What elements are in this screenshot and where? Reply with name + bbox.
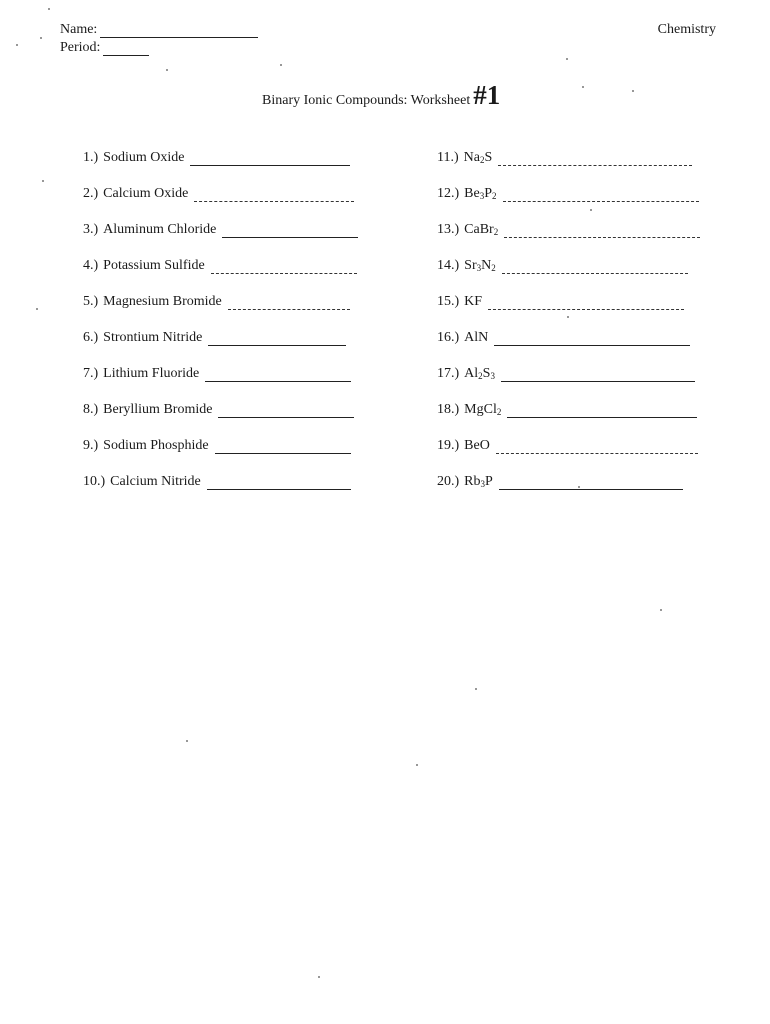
compound-name: Beryllium Bromide: [103, 402, 213, 417]
formula-subscript: 3: [479, 191, 485, 201]
question-number: 15.): [437, 294, 460, 309]
scan-speck: [660, 609, 662, 611]
question-item: [83, 166, 358, 202]
compound-name: Aluminum Chloride: [103, 222, 217, 237]
compound-name: Sodium Phosphide: [103, 438, 209, 453]
formula-subscript: 2: [478, 371, 483, 381]
compound-name: Strontium Nitride: [103, 330, 203, 345]
scan-speck: [166, 69, 168, 71]
question-item: [83, 274, 358, 310]
title-text: Binary Ionic Compounds: Worksheet: [262, 93, 471, 108]
formula-subscript: 2: [493, 227, 499, 237]
question-item: [83, 238, 358, 274]
question-item: [83, 382, 358, 418]
formula-symbol: AlN: [464, 330, 489, 345]
answer-blank[interactable]: [208, 333, 346, 346]
scan-speck: [590, 209, 592, 211]
formula-symbol: P: [485, 474, 493, 489]
formula-subscript: 2: [492, 191, 497, 201]
compound-formula: [464, 402, 501, 418]
formula-subscript: 3: [476, 263, 482, 273]
question-number: 4.): [83, 258, 99, 273]
question-number: 8.): [83, 402, 99, 417]
compound-name: Lithium Fluoride: [103, 366, 200, 381]
question-item: [437, 202, 700, 238]
formula-symbol: Al: [464, 366, 479, 381]
name-field: [60, 22, 258, 38]
worksheet-title: [262, 80, 500, 111]
title-number: #1: [473, 80, 501, 110]
answer-blank[interactable]: [494, 333, 690, 346]
compound-name: Calcium Oxide: [103, 186, 189, 201]
answer-blank[interactable]: [190, 153, 350, 166]
question-item: [437, 454, 700, 490]
question-item: [83, 130, 358, 166]
scan-speck: [16, 44, 18, 46]
formula-symbol: N: [481, 258, 492, 273]
formula-subscript: 3: [490, 371, 495, 381]
question-number: 9.): [83, 438, 99, 453]
question-number: 18.): [437, 402, 460, 417]
formula-symbol: MgCl: [464, 402, 497, 417]
formula-symbol: Rb: [464, 474, 481, 489]
formula-symbol: Na: [463, 150, 480, 165]
formula-symbol: BeO: [464, 438, 490, 453]
answer-blank[interactable]: [504, 225, 700, 238]
formula-subscript: 2: [496, 407, 502, 417]
question-item: [437, 418, 700, 454]
question-column-right: [437, 130, 700, 490]
compound-formula: [464, 222, 498, 238]
question-item: [83, 310, 358, 346]
question-number: 11.): [437, 150, 459, 165]
question-item: [83, 346, 358, 382]
answer-blank[interactable]: [211, 261, 357, 274]
question-number: 10.): [83, 474, 106, 489]
answer-blank[interactable]: [498, 153, 692, 166]
formula-symbol: Be: [464, 186, 480, 201]
compound-name: Sodium Oxide: [103, 150, 185, 165]
scan-speck: [48, 8, 50, 10]
question-number: 7.): [83, 366, 99, 381]
scan-speck: [567, 316, 569, 318]
scan-speck: [318, 976, 320, 978]
question-number: 1.): [83, 150, 99, 165]
scan-speck: [416, 764, 418, 766]
compound-name: Potassium Sulfide: [103, 258, 205, 273]
formula-subscript: 2: [491, 263, 496, 273]
question-item: [437, 346, 700, 382]
answer-blank[interactable]: [194, 189, 354, 202]
scan-speck: [475, 688, 477, 690]
question-number: 2.): [83, 186, 99, 201]
compound-name: Calcium Nitride: [110, 474, 201, 489]
question-item: [83, 418, 358, 454]
question-item: [83, 202, 358, 238]
formula-symbol: P: [484, 186, 493, 201]
answer-blank[interactable]: [205, 369, 351, 382]
answer-blank[interactable]: [215, 441, 351, 454]
question-item: [83, 454, 358, 490]
question-number: 3.): [83, 222, 99, 237]
compound-name: Magnesium Bromide: [103, 294, 222, 309]
formula-subscript: 2: [479, 155, 485, 165]
compound-formula: [464, 150, 493, 166]
question-number: 20.): [437, 474, 460, 489]
question-number: 6.): [83, 330, 99, 345]
question-item: [437, 382, 700, 418]
formula-symbol: Sr: [464, 258, 477, 273]
compound-formula: [464, 258, 496, 274]
formula-symbol: S: [484, 150, 493, 165]
answer-blank[interactable]: [228, 297, 350, 310]
answer-blank[interactable]: [222, 225, 358, 238]
answer-blank[interactable]: [502, 261, 688, 274]
answer-blank[interactable]: [503, 189, 699, 202]
formula-subscript: 3: [480, 479, 486, 489]
name-label: Name:: [60, 22, 98, 37]
compound-formula: [464, 438, 490, 454]
period-field: [60, 40, 149, 56]
answer-blank[interactable]: [488, 297, 684, 310]
question-column-left: [83, 130, 358, 490]
question-number: 5.): [83, 294, 99, 309]
compound-formula: [464, 330, 488, 346]
compound-formula: [464, 366, 495, 382]
compound-formula: [464, 186, 496, 202]
question-number: 13.): [437, 222, 460, 237]
scan-speck: [578, 486, 580, 488]
answer-blank[interactable]: [496, 441, 698, 454]
formula-symbol: CaBr: [464, 222, 494, 237]
compound-formula: [464, 474, 493, 490]
name-blank[interactable]: [100, 23, 258, 38]
question-item: [437, 166, 700, 202]
question-item: [437, 130, 700, 166]
question-number: 14.): [437, 258, 460, 273]
answer-blank[interactable]: [218, 405, 354, 418]
question-number: 16.): [437, 330, 460, 345]
scan-speck: [36, 308, 38, 310]
scan-speck: [632, 90, 634, 92]
question-item: [437, 238, 700, 274]
answer-blank[interactable]: [501, 369, 695, 382]
scan-speck: [582, 86, 584, 88]
question-number: 12.): [437, 186, 460, 201]
formula-symbol: S: [482, 366, 491, 381]
question-item: [437, 274, 700, 310]
subject-label: Chemistry: [657, 22, 716, 37]
scan-speck: [280, 64, 282, 66]
question-number: 19.): [437, 438, 460, 453]
scan-speck: [42, 180, 44, 182]
period-blank[interactable]: [103, 41, 149, 56]
period-label: Period:: [60, 40, 101, 55]
question-number: 17.): [437, 366, 460, 381]
scan-speck: [40, 37, 42, 39]
answer-blank[interactable]: [207, 477, 351, 490]
answer-blank[interactable]: [499, 477, 683, 490]
scan-speck: [566, 58, 568, 60]
answer-blank[interactable]: [507, 405, 697, 418]
formula-symbol: KF: [464, 294, 483, 309]
scan-speck: [186, 740, 188, 742]
compound-formula: [464, 294, 482, 310]
